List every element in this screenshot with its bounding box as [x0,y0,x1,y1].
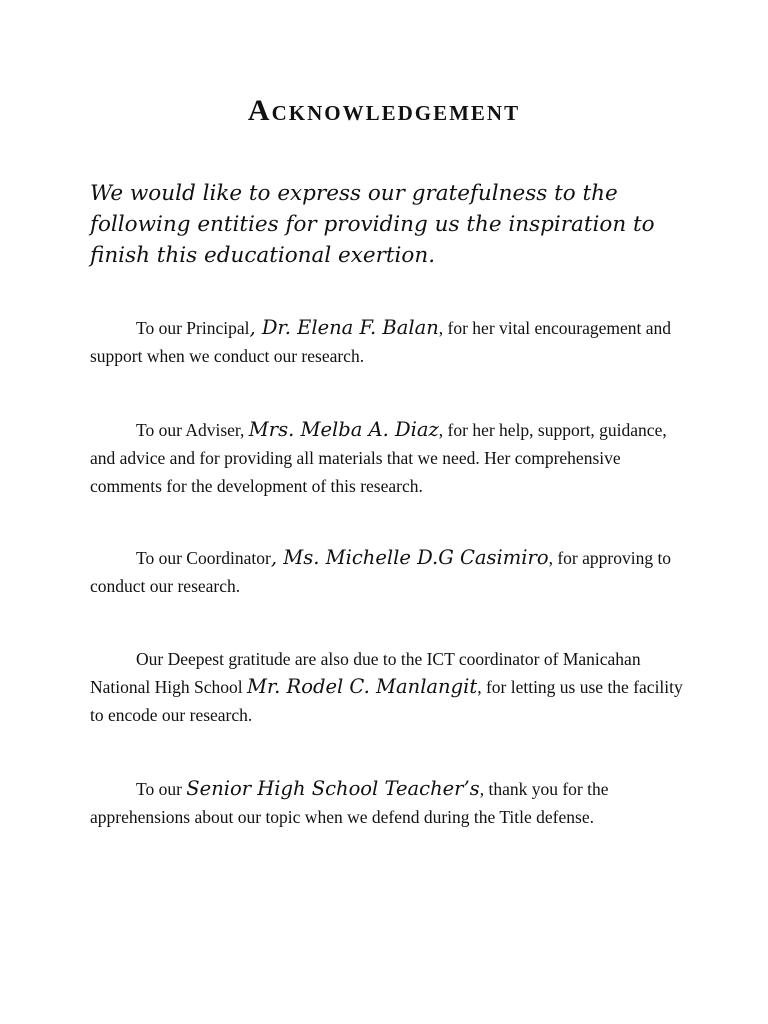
paragraph-text: To our Coordinator [136,548,271,568]
paragraph-text: , for approving to conduct our research. [90,548,672,596]
paragraph-text: To our Principal [136,318,250,338]
paragraph-text: To our Adviser, [136,420,249,440]
paragraph-text: , for letting us use the facility to encode our research. [90,677,683,725]
acknowledgement-paragraph-coordinator [90,544,690,600]
intro-paragraph: We would like to express our gratefulness to the following entities for providing us the inspiration to finish this educational exertion. [90,181,655,268]
person-name: , Dr. Elena F. Balan [249,316,439,339]
person-name: , Ms. Michelle D.G Casimiro [270,546,549,569]
acknowledgement-paragraph-adviser [90,416,690,500]
paragraph-text: , for her help, support, guidance, and advice and for providing all materials that we need. Her comprehensive comments for the development of this research. [90,420,667,496]
acknowledgement-paragraph-ict-coordinator [90,645,690,729]
paragraph-text: , for her vital encouragement and support when we conduct our research. [90,318,672,366]
person-name: Mrs. Melba A. Diaz [248,418,439,441]
paragraph-text: , thank you for the apprehensions about our topic when we defend during the Title defense. [90,779,609,827]
acknowledgement-paragraph-teachers [90,775,690,831]
paragraph-text: Our Deepest gratitude are also due to the ICT coordinator of Manicahan National High School [90,649,641,697]
paragraph-text: To our [136,779,187,799]
acknowledgement-paragraph-principal [90,314,690,370]
page-title: Acknowledgement [247,94,521,127]
person-name: Senior High School Teacher’s [186,777,480,800]
person-name: Mr. Rodel C. Manlangit [247,675,478,698]
